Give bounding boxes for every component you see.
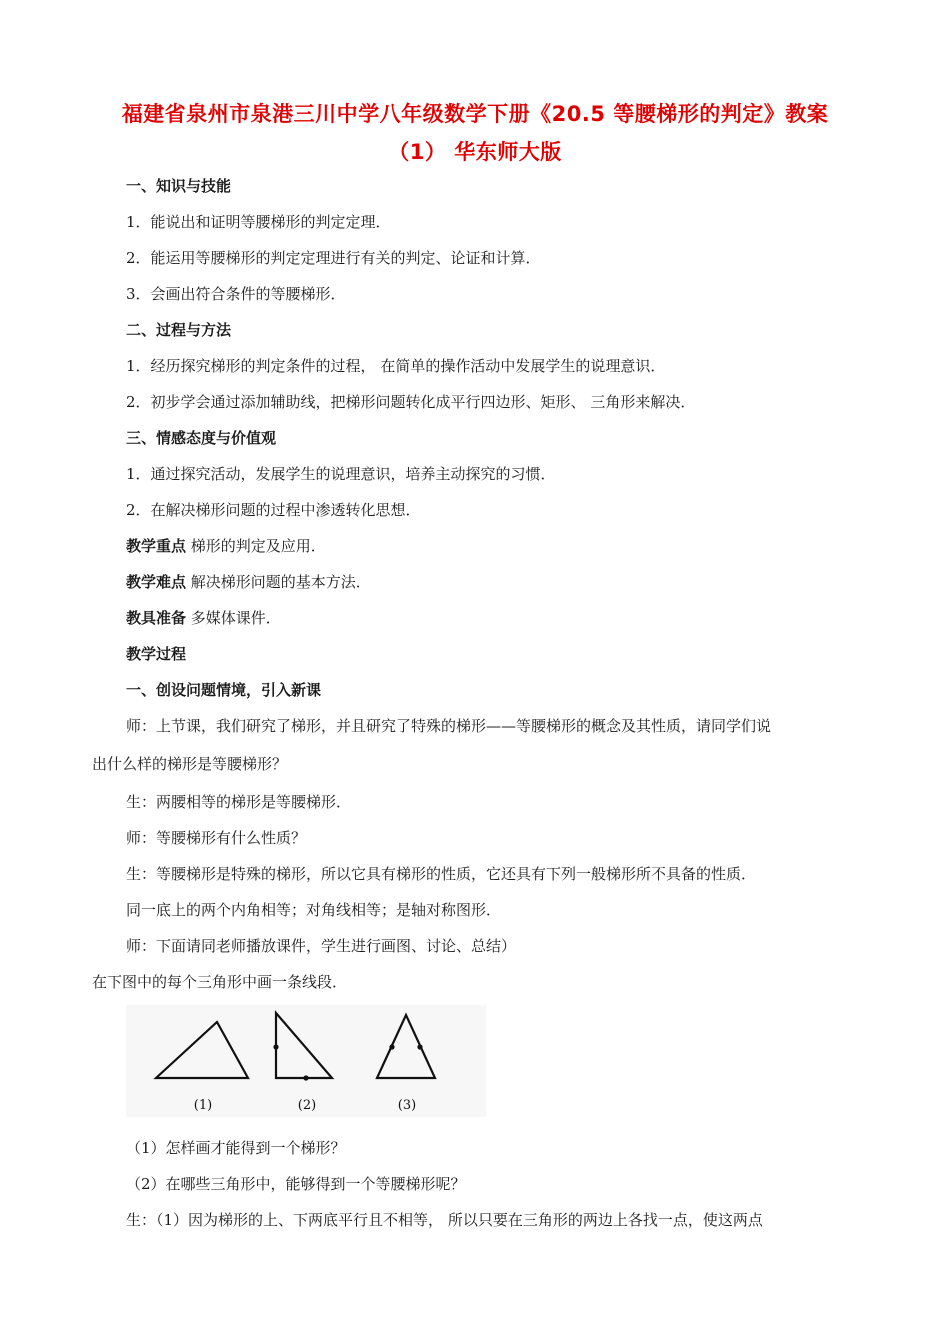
document-title-line2: （1） 华东师大版	[388, 140, 562, 164]
section-heading-attitude: 三、情感态度与价值观	[126, 429, 277, 447]
teaching-tools	[126, 608, 281, 628]
answer-1: 生：（1）因为梯形的上、下两底平行且不相等， 所以只要在三角形的两边上各找一点，使这两点	[126, 1211, 763, 1229]
dialogue-paragraph: 出什么样的梯形是等腰梯形？	[92, 755, 288, 773]
list-item: 1．能说出和证明等腰梯形的判定定理．	[126, 213, 391, 231]
dialogue-paragraph: 师：上节课，我们研究了梯形，并且研究了特殊的梯形——等腰梯形的概念及其性质，请同学们说	[126, 717, 772, 735]
dialogue-paragraph: 在下图中的每个三角形中画一条线段．	[92, 973, 348, 991]
triangle-2	[276, 1013, 332, 1078]
document-title-line1: 福建省泉州市泉港三川中学八年级数学下册《20.5 等腰梯形的判定》教案	[121, 102, 829, 126]
triangles-figure	[126, 1005, 486, 1117]
triangle-2-point	[273, 1044, 278, 1049]
triangle-2-point	[303, 1075, 308, 1080]
teaching-key-point	[126, 536, 326, 556]
section-heading-knowledge: 一、知识与技能	[126, 177, 232, 195]
dialogue-paragraph: 师：等腰梯形有什么性质？	[126, 829, 307, 847]
step1-heading: 一、创设问题情境，引入新课	[126, 681, 322, 699]
triangle-3-point	[389, 1044, 394, 1049]
figure-label-3: (3)	[397, 1098, 417, 1113]
teaching-tools-label: 教具准备	[126, 609, 187, 627]
list-item: 3．会画出符合条件的等腰梯形．	[126, 285, 346, 303]
triangle-3	[377, 1015, 435, 1078]
dialogue-paragraph: 师：下面请同老师播放课件，学生进行画图、讨论、总结）	[126, 937, 517, 955]
teaching-tools-text: 多媒体课件．	[186, 609, 281, 627]
list-item: 2．在解决梯形问题的过程中渗透转化思想．	[126, 501, 421, 519]
dialogue-paragraph: 同一底上的两个内角相等；对角线相等；是轴对称图形．	[126, 901, 502, 919]
dialogue-paragraph: 生：等腰梯形是特殊的梯形，所以它具有梯形的性质，它还具有下列一般梯形所不具备的性质．	[126, 865, 757, 883]
question-2: （2）在哪些三角形中，能够得到一个等腰梯形呢？	[126, 1175, 466, 1193]
figure-label-1: (1)	[193, 1098, 213, 1113]
section-heading-process: 二、过程与方法	[126, 321, 232, 339]
triangles-svg	[126, 1005, 486, 1117]
list-item: 2．能运用等腰梯形的判定定理进行有关的判定、论证和计算．	[126, 249, 541, 267]
list-item: 1．通过探究活动，发展学生的说理意识，培养主动探究的习惯．	[126, 465, 556, 483]
list-item: 1．经历探究梯形的判定条件的过程， 在简单的操作活动中发展学生的说理意识．	[126, 357, 666, 375]
teaching-difficulty-text: 解决梯形问题的基本方法．	[186, 573, 371, 591]
teaching-difficulty-label: 教学难点	[126, 573, 187, 591]
teaching-key-text: 梯形的判定及应用．	[186, 537, 326, 555]
dialogue-paragraph: 生：两腰相等的梯形是等腰梯形．	[126, 793, 352, 811]
process-heading: 教学过程	[126, 645, 187, 663]
question-1: （1）怎样画才能得到一个梯形？	[126, 1139, 346, 1157]
triangle-3-point	[417, 1044, 422, 1049]
figure-label-2: (2)	[297, 1098, 317, 1113]
teaching-key-label: 教学重点	[126, 537, 187, 555]
list-item: 2．初步学会通过添加辅助线，把梯形问题转化成平行四边形、矩形、 三角形来解决．	[126, 393, 696, 411]
teaching-difficulty	[126, 572, 371, 592]
triangle-1	[156, 1022, 248, 1078]
